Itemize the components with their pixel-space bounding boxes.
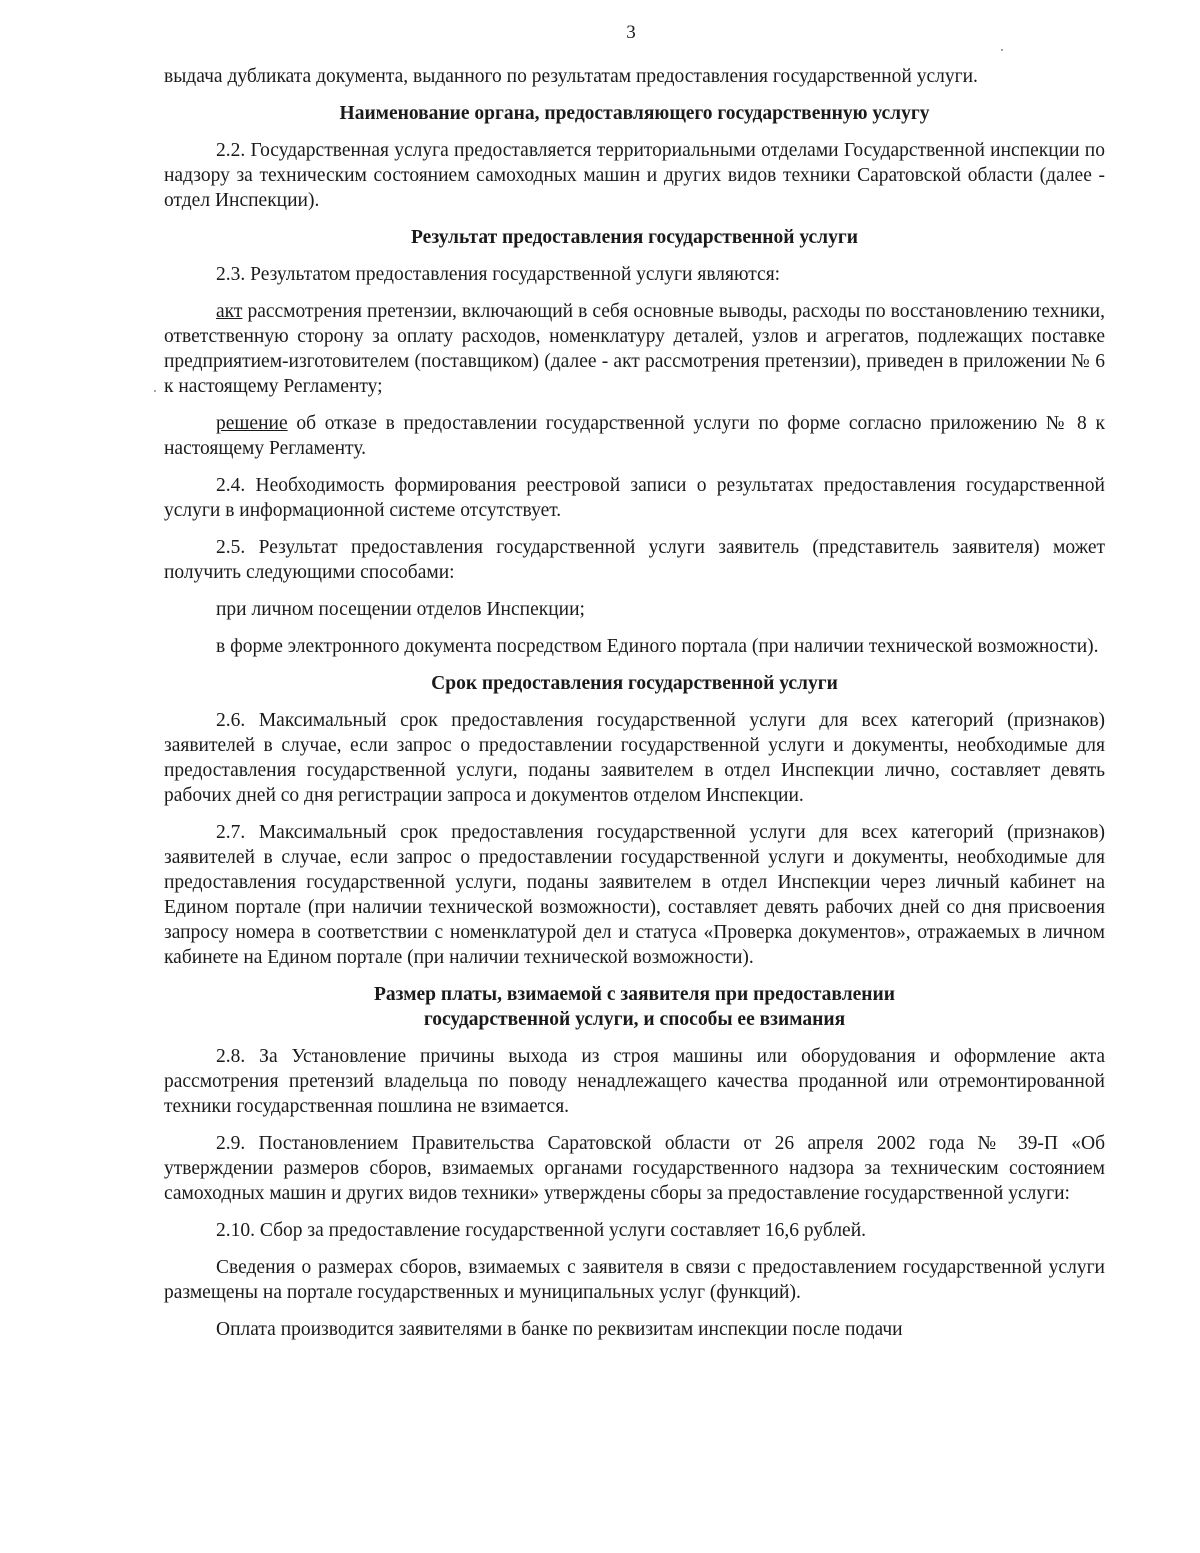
paragraph [164,1317,1105,1342]
paragraph [164,1131,1105,1206]
paragraph-text: Сведения о размерах сборов, взимаемых с заявителя в связи с предоставлением государственной услуги размещены на портале государственных и муниципальных услуг (функций). [164,1257,1105,1303]
paragraph-text: 2.2. Государственная услуга предоставляется территориальными отделами Государственной инспекции по надзору за техническим состоянием самоходных машин и других видов техники Саратовской области (далее - отдел Инспекции). [164,140,1105,211]
paragraph-text: 2.9. Постановлением Правительства Саратовской области от 26 апреля 2002 года № 39-П «Об утверждении размеров сборов, взимаемых органами государственного надзора за техническим состоянием самоходных машин и других видов техники» утверждены сборы за предоставление государственной услуги: [164,1133,1105,1204]
section-heading [164,982,1105,1032]
section-heading-line: Результат предоставления государственной услуги [411,227,858,248]
paragraph-text: 2.10. Сбор за предоставление государственной услуги составляет 16,6 рублей. [216,1220,867,1241]
paragraph [164,299,1105,399]
underlined-term: решение [216,413,288,434]
paragraph [164,262,1105,287]
paragraph-text: 2.8. За Установление причины выхода из строя машины или оборудования и оформление акта рассмотрения претензий владельца по поводу ненадлежащего качества проданной или отремонтированной техники государственная пошлина не взимается. [164,1046,1105,1117]
paragraph [164,820,1105,970]
paragraph [164,138,1105,213]
paragraph [164,708,1105,808]
paragraph-text: 2.4. Необходимость формирования реестровой записи о результатах предоставления государственной услуги в информационной системе отсутствует. [164,475,1105,521]
paragraph-text: выдача дубликата документа, выданного по результатам предоставления государственной услуги. [164,66,978,87]
paragraph-text: 2.3. Результатом предоставления государственной услуги являются: [216,264,781,285]
section-heading [164,225,1105,250]
section-heading-line: государственной услуги, и способы ее взимания [423,1009,846,1030]
section-heading-line: Срок предоставления государственной услуги [431,673,838,694]
paragraph [164,64,1105,89]
scan-speck [154,390,156,392]
paragraph-text: рассмотрения претензии, включающий в себя основные выводы, расходы по восстановлению техники, ответственную сторону за оплату расходов, номенклатуру деталей, узлов и агрегатов, подлежащих поставке предприятием-изготовителем (поставщиком) (далее - акт рассмотрения претензии), приведен в приложении № 6 к настоящему Регламенту; [164,301,1105,397]
paragraph-text: 2.5. Результат предоставления государственной услуги заявитель (представитель заявителя) может получить следующими способами: [164,537,1105,583]
underlined-term: акт [216,301,243,322]
paragraph-text: при личном посещении отделов Инспекции; [216,599,585,620]
paragraph-text: 2.6. Максимальный срок предоставления государственной услуги для всех категорий (признаков) заявителей в случае, если запрос о предоставлении государственной услуги и документы, необходимые для предоставления государственной услуги, поданы заявителем в отдел Инспекции лично, составляет девять рабочих дней со дня регистрации запроса и документов отделом Инспекции. [164,710,1105,806]
paragraph [164,535,1105,585]
section-heading-line: Размер платы, взимаемой с заявителя при предоставлении [373,984,895,1005]
paragraph-text: Оплата производится заявителями в банке по реквизитам инспекции после подачи [216,1319,903,1340]
paragraph [164,597,1105,622]
paragraph-text: в форме электронного документа посредством Единого портала (при наличии технической возможности). [216,636,1099,657]
section-heading [164,101,1105,126]
paragraph [164,411,1105,461]
paragraph-text: об отказе в предоставлении государственной услуги по форме согласно приложению № 8 к настоящему Регламенту. [164,413,1105,459]
paragraph [164,1044,1105,1119]
section-heading [164,671,1105,696]
paragraph [164,634,1105,659]
page-number: 3 [626,22,636,43]
section-heading-line: Наименование органа, предоставляющего государственную услугу [339,103,930,124]
paragraph-text: 2.7. Максимальный срок предоставления государственной услуги для всех категорий (признаков) заявителей в случае, если запрос о предоставлении государственной услуги и документы, необходимые для предоставления государственной услуги, поданы заявителем в отдел Инспекции через личный кабинет на Едином портале (при наличии технической возможности), составляет девять рабочих дней со дня присвоения запросу номера в соответствии с номенклатурой дел и статуса «Проверка документов», отражаемых в личном кабинете на Едином портале (при наличии технической возможности). [164,822,1105,968]
paragraph [164,1218,1105,1243]
paragraph [164,473,1105,523]
document-body [164,64,1105,1354]
scan-speck [1001,49,1003,51]
paragraph [164,1255,1105,1305]
